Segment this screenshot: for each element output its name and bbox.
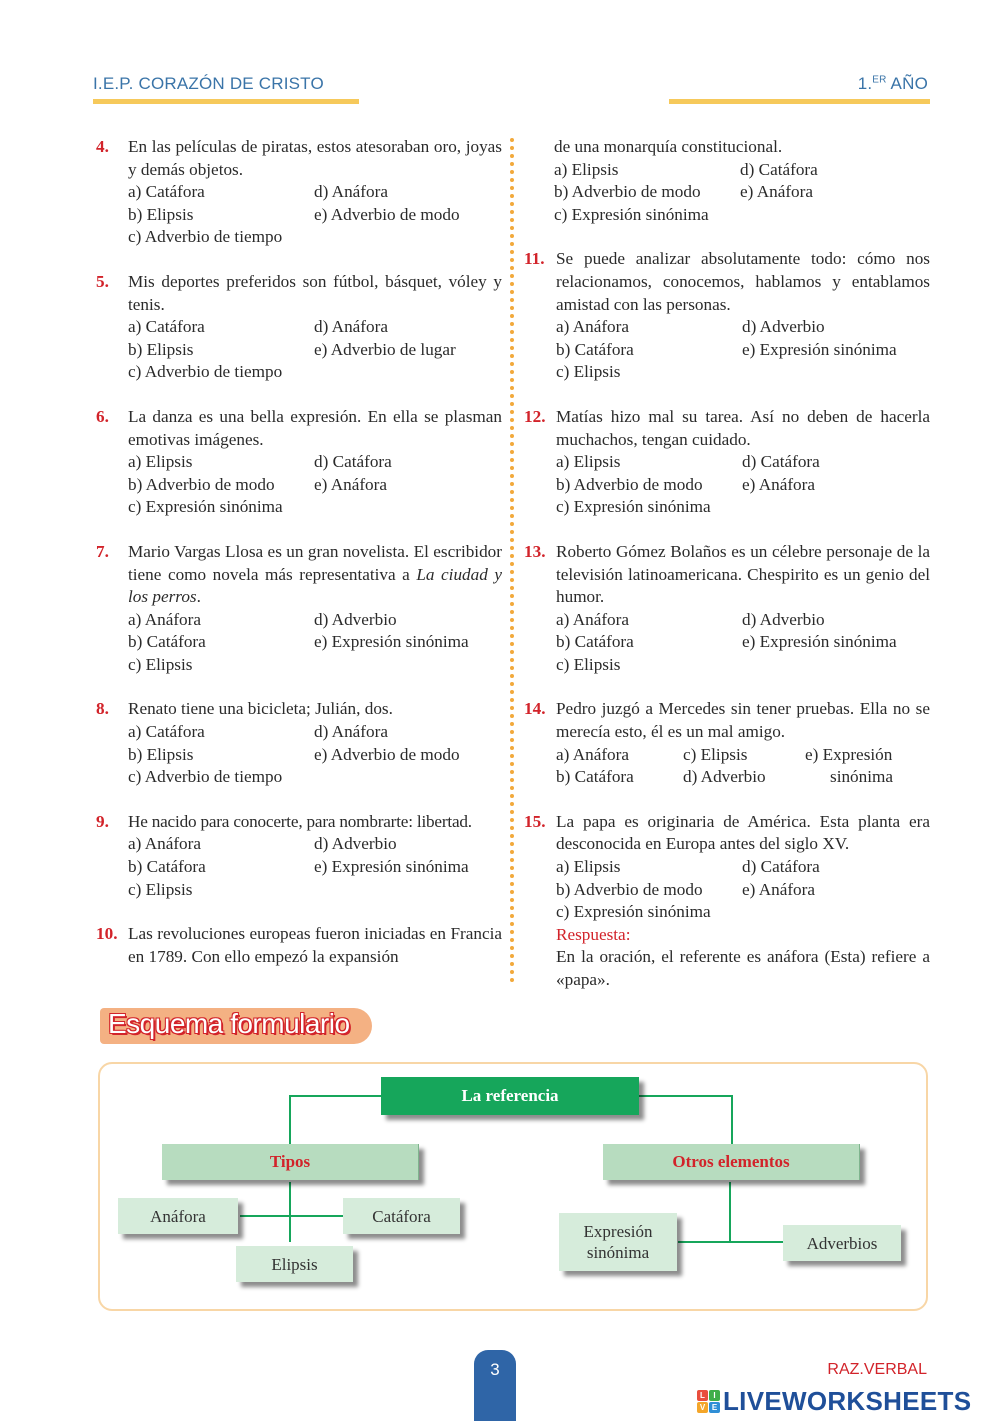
option-c[interactable]: c) Expresión sinónima [556,902,711,922]
question-text: He nacido para conocerte, para nombrarte: libertad. [128,811,472,831]
types-node: Tipos [162,1144,419,1180]
others-node: Otros elementos [603,1144,860,1180]
option-e-continued[interactable]: sinónima [830,767,894,787]
option-a[interactable]: a) Elipsis [556,452,621,472]
question-number: 13. [524,541,546,561]
option-c[interactable]: c) Expresión sinónima [128,497,283,517]
option-c[interactable]: c) Elipsis [683,744,748,764]
question-text-part: Mario Vargas Llosa es un gran novelista. El escribidor tiene como novela más representativa a [128,541,502,584]
question-number: 8. [96,699,109,719]
question-text: Mis deportes preferidos son fútbol, básquet, vóley y tenis. [128,271,502,314]
option-e[interactable]: e) Adverbio de modo [314,204,460,224]
question-text: Las revoluciones europeas fueron iniciadas en Francia en 1789. Con ello empezó la expansión [128,924,502,966]
question-7 [96,541,502,677]
option-c[interactable]: c) Elipsis [128,654,193,674]
year-superscript: ER [872,74,887,86]
option-e[interactable]: e) Anáfora [314,474,388,494]
option-a[interactable]: a) Anáfora [128,834,202,854]
question-number: 12. [524,406,546,426]
question-text: Roberto Gómez Bolaños es un célebre personaje de la televisión latinoamericana. Chespirito es un genio del humor. [556,541,930,607]
elipsis-node: Elipsis [236,1246,353,1282]
option-e[interactable]: e) Anáfora [742,879,816,899]
header-bar-right [669,99,930,104]
option-a[interactable]: a) Elipsis [554,159,619,179]
adverbios-node: Adverbios [783,1225,901,1261]
option-d[interactable]: d) Catáfora [742,857,820,877]
option-e[interactable]: e) Adverbio de modo [314,744,460,764]
option-e[interactable]: e) Expresión sinónima [742,339,897,359]
question-14 [524,698,930,788]
option-e[interactable]: e) Expresión sinónima [742,632,897,652]
question-15 [524,811,930,992]
option-e[interactable]: e) Expresión sinónima [314,632,469,652]
option-d[interactable]: d) Adverbio [314,609,397,629]
option-b[interactable]: b) Catáfora [128,857,206,877]
option-b[interactable]: b) Elipsis [128,204,194,224]
question-number: 5. [96,271,109,291]
root-node: La referencia [381,1077,639,1115]
question-11 [524,248,930,384]
option-d[interactable]: d) Adverbio [742,317,825,337]
option-b[interactable]: b) Elipsis [128,744,194,764]
option-d[interactable]: d) Anáfora [314,317,388,337]
catafora-node: Catáfora [343,1198,460,1234]
option-b[interactable]: b) Catáfora [556,767,634,787]
option-c[interactable]: c) Elipsis [556,362,621,382]
liveworksheets-icon [697,1390,720,1413]
question-5 [96,271,502,384]
option-c[interactable]: c) Expresión sinónima [554,204,709,224]
option-d[interactable]: d) Adverbio [683,767,766,787]
option-d[interactable]: d) Anáfora [314,722,388,742]
option-d[interactable]: d) Catáfora [314,452,392,472]
header-bar-left [93,99,359,104]
connector-root-types [290,1096,381,1147]
connector-root-others [639,1096,732,1147]
question-text: Matías hizo mal su tarea. Así no deben de hacerla muchachos, tengan cuidado. [556,406,930,449]
option-d[interactable]: d) Adverbio [742,609,825,629]
page-number: 3 [474,1350,516,1421]
option-b[interactable]: b) Adverbio de modo [128,474,275,494]
question-number: 4. [96,137,109,156]
question-6 [96,406,502,519]
header-year [858,74,928,94]
question-number: 6. [96,406,109,426]
option-d[interactable]: d) Adverbio [314,834,397,854]
option-a[interactable]: a) Anáfora [556,744,630,764]
logo-letter-e: E [709,1402,720,1413]
question-number: 9. [96,811,109,831]
question-number: 14. [524,699,546,719]
option-e[interactable]: e) Expresión [805,744,893,764]
question-text: Pedro juzgó a Mercedes sin tener pruebas. Ella no se merecía esto, él es un mal amigo. [556,699,930,742]
option-b[interactable]: b) Catáfora [556,632,634,652]
year-number: 1. [857,74,873,93]
option-e[interactable]: e) Anáfora [742,474,816,494]
question-text: La papa es originaria de América. Esta planta era desconocida en Europa antes del siglo XV. [556,811,930,854]
option-a[interactable]: a) Elipsis [128,452,193,472]
option-c[interactable]: c) Expresión sinónima [556,497,711,517]
option-b[interactable]: b) Adverbio de modo [556,474,703,494]
anafora-node: Anáfora [118,1198,238,1234]
question-10-continued [524,136,930,226]
option-b[interactable]: b) Adverbio de modo [556,879,703,899]
header-school: I.E.P. CORAZÓN DE CRISTO [93,74,324,93]
option-c[interactable]: c) Adverbio de tiempo [128,362,283,382]
option-a[interactable]: a) Anáfora [556,609,630,629]
answer-text: En la oración, el referente es anáfora (Esta) refiere a «papa». [556,947,930,989]
option-b[interactable]: b) Catáfora [556,339,634,359]
left-column [96,136,502,990]
question-4 [96,136,502,249]
question-text-continued: de una monarquía constitucional. [554,137,783,156]
question-12 [524,406,930,519]
question-8 [96,698,502,788]
question-text: Renato tiene una bicicleta; Julián, dos. [128,699,393,719]
scheme-diagram [98,1062,928,1311]
option-d[interactable]: d) Anáfora [314,182,388,202]
expresion-sinonima-node: Expresión sinónima [559,1213,677,1271]
option-c[interactable]: c) Elipsis [128,879,193,899]
novel-title: La ciudad y los perros [128,564,503,607]
option-d[interactable]: d) Catáfora [740,159,818,179]
question-13 [524,541,930,677]
option-a[interactable]: a) Catáfora [128,722,205,742]
option-e[interactable]: e) Adverbio de lugar [314,339,456,359]
option-b[interactable]: b) Adverbio de modo [554,182,701,202]
option-b[interactable]: b) Elipsis [128,339,194,359]
question-text: En las películas de piratas, estos atesoraban oro, joyas y demás objetos. [128,137,502,179]
option-c[interactable]: c) Elipsis [556,654,621,674]
question-text [128,541,502,609]
option-e[interactable]: e) Anáfora [740,182,814,202]
liveworksheets-brand: LIVEWORKSHEETS [723,1386,972,1416]
column-divider [510,138,514,983]
subject-label: RAZ.VERBAL [827,1361,927,1378]
scheme-title: Esquema formulario [108,1008,350,1039]
logo-letter-i: I [709,1390,720,1401]
question-number: 10. [96,924,118,944]
question-number: 15. [524,811,546,831]
question-number: 11. [524,249,545,269]
option-c[interactable]: c) Adverbio de tiempo [128,767,283,787]
logo-letter-v: V [697,1402,708,1413]
question-9 [96,811,502,901]
option-c[interactable]: c) Adverbio de tiempo [128,227,283,247]
option-a[interactable]: a) Elipsis [556,857,621,877]
question-text: Se puede analizar absolutamente todo: cómo nos relacionamos, conocemos, hablamos y entablamos amistad con las personas. [556,249,930,314]
option-a[interactable]: a) Catáfora [128,317,205,337]
question-number: 7. [96,541,109,561]
question-10 [96,923,502,968]
option-e[interactable]: e) Expresión sinónima [314,857,469,877]
option-d[interactable]: d) Catáfora [742,452,820,472]
liveworksheets-logo [697,1386,971,1417]
question-text-end: . [196,587,201,607]
option-a[interactable]: a) Anáfora [128,609,202,629]
logo-letter-l: L [697,1390,708,1401]
right-column [524,136,930,1014]
answer-label: Respuesta: [556,924,631,944]
year-word: AÑO [886,74,928,93]
option-b[interactable]: b) Catáfora [128,632,206,652]
question-text: La danza es una bella expresión. En ella se plasman emotivas imágenes. [128,406,502,449]
option-a[interactable]: a) Catáfora [128,182,205,202]
option-a[interactable]: a) Anáfora [556,317,630,337]
